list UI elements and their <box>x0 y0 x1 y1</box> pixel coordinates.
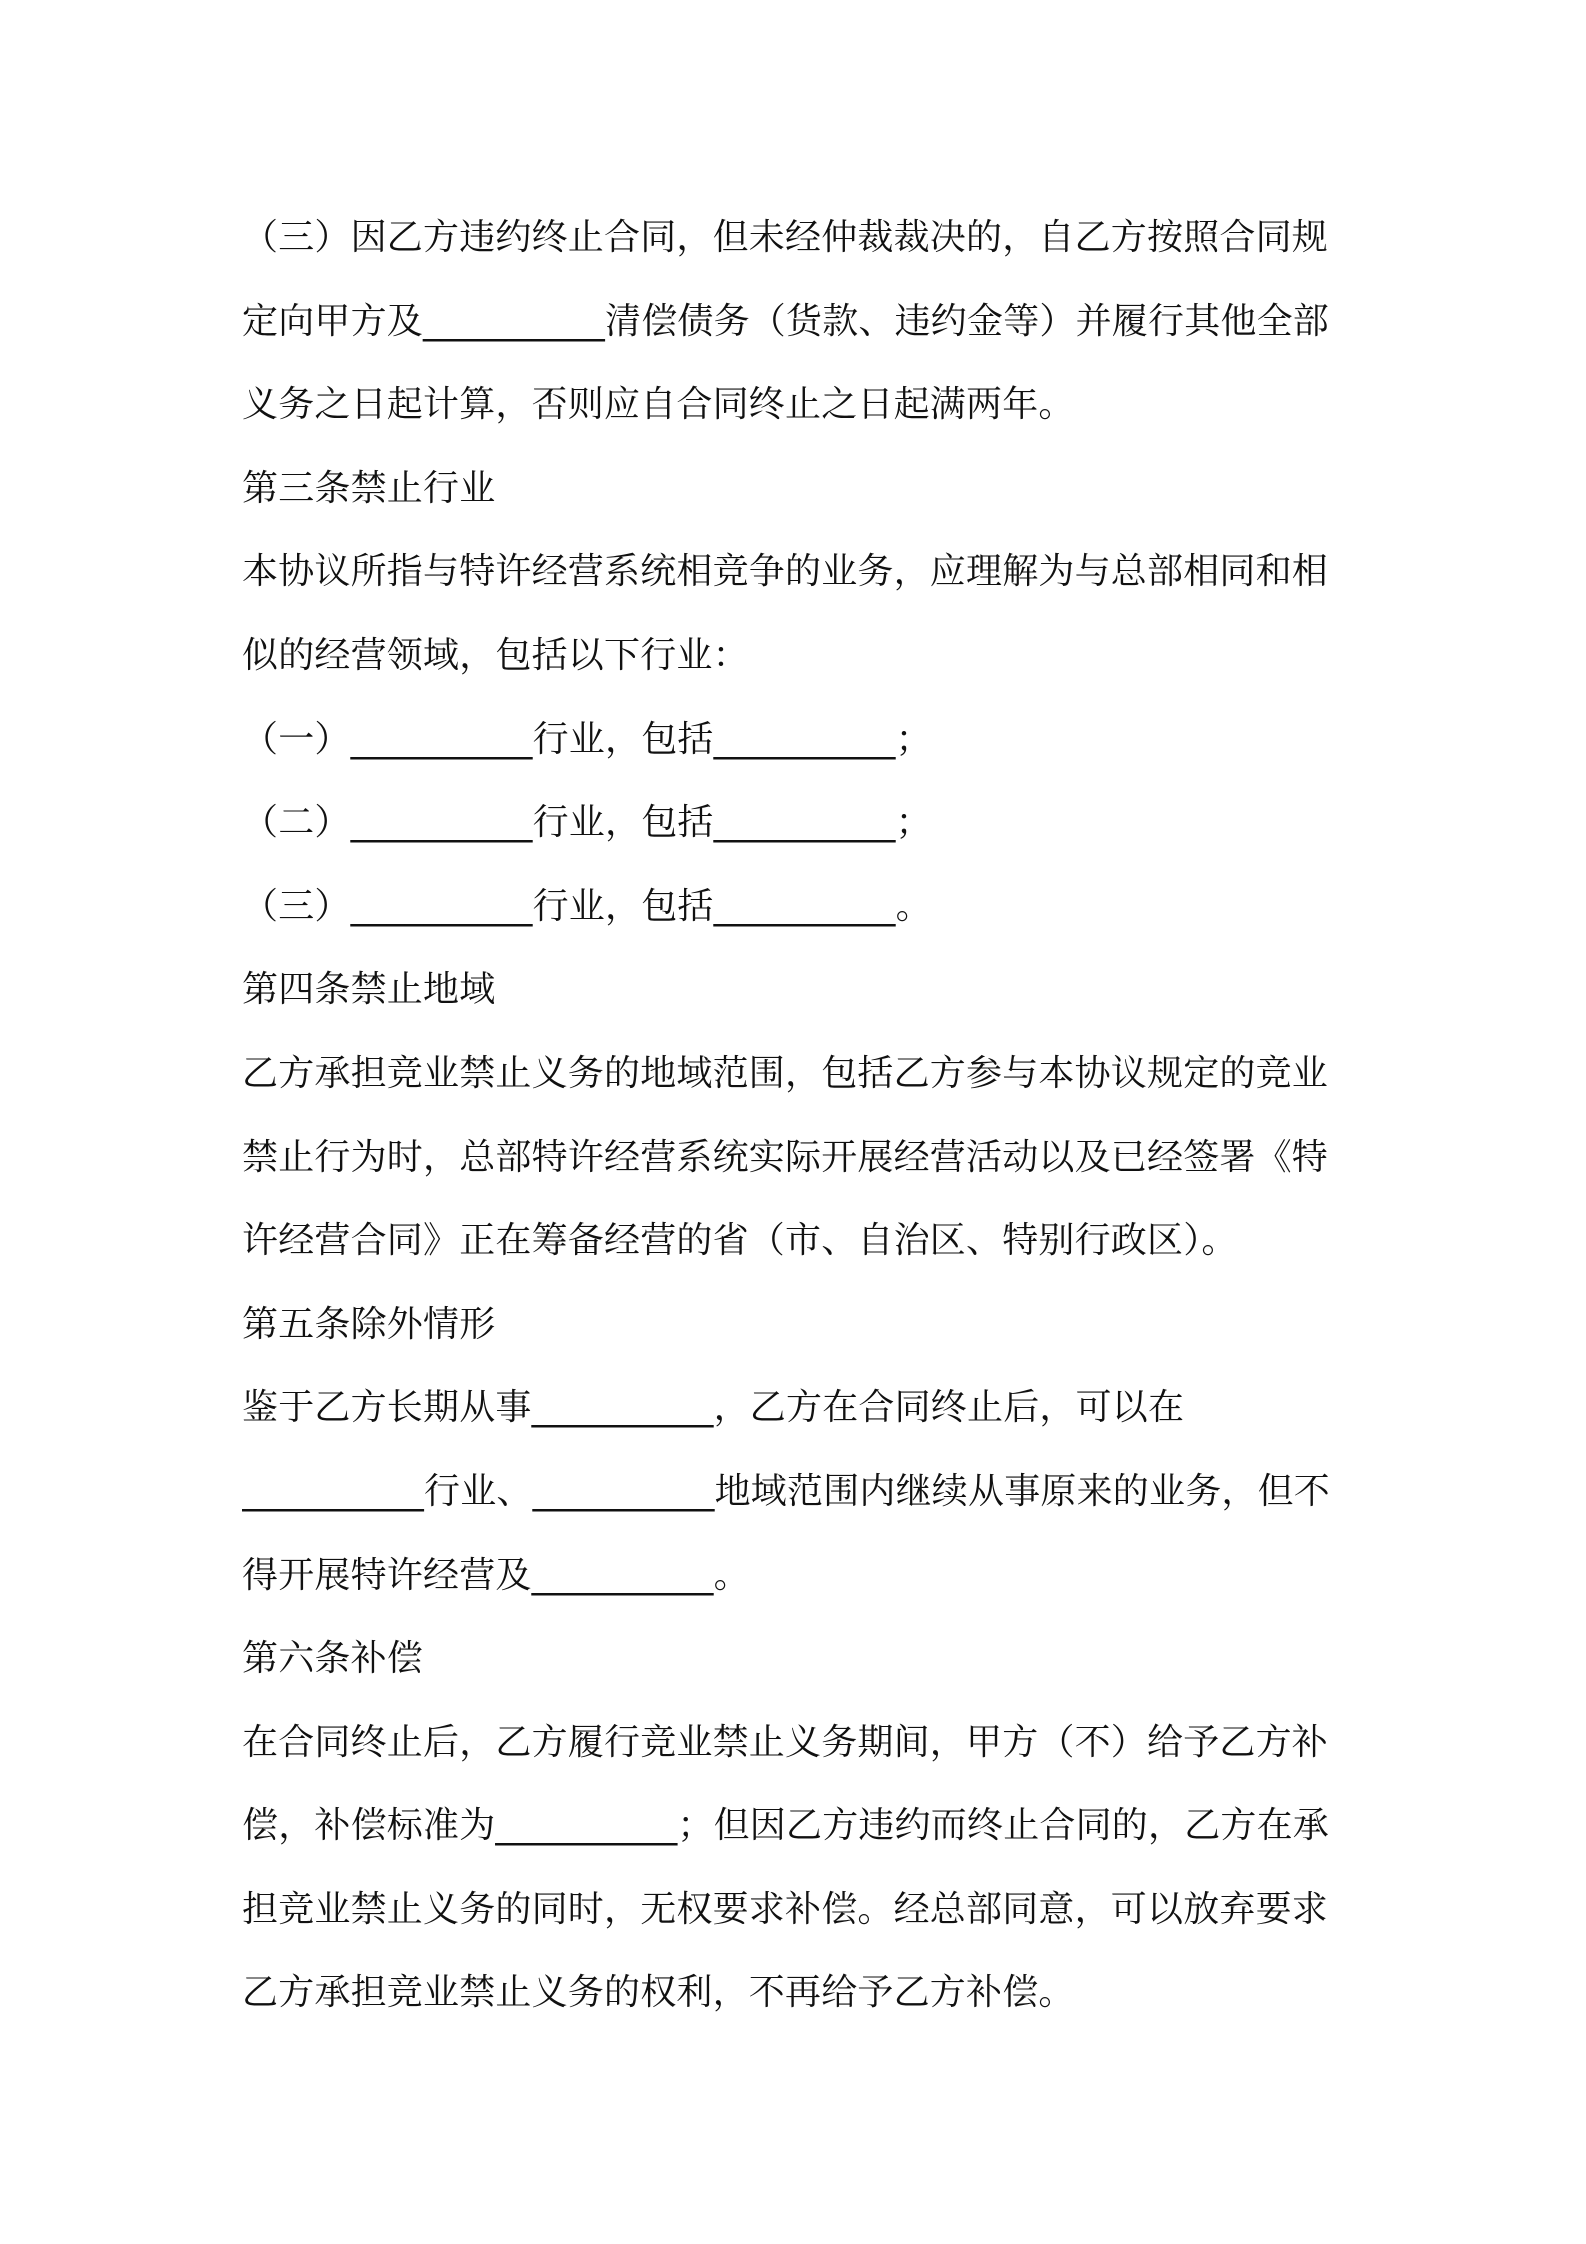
article-3-text-line-2: 似的经营领域，包括以下行业： <box>242 634 749 676</box>
article-5-text-line-2: __________行业、__________地域范围内继续从事原来的业务，但不 <box>242 1470 1331 1512</box>
article-4-text-line-2: 禁止行为时，总部特许经营系统实际开展经营活动以及已经签署《特 <box>242 1136 1329 1178</box>
industry-item-2: （二）__________行业，包括__________； <box>242 802 932 844</box>
clause-3-3-line-2: 定向甲方及__________清偿债务（货款、违约金等）并履行其他全部 <box>242 300 1330 342</box>
industry-item-3: （三）__________行业，包括__________。 <box>242 885 932 927</box>
article-6-text-line-3: 担竞业禁止义务的同时，无权要求补偿。经总部同意，可以放弃要求 <box>242 1888 1329 1930</box>
clause-3-3-line-1: （三）因乙方违约终止合同，但未经仲裁裁决的，自乙方按照合同规 <box>242 217 1329 258</box>
clause-3-3-line-3: 义务之日起计算，否则应自合同终止之日起满两年。 <box>242 384 1075 426</box>
article-5-text-line-1: 鉴于乙方长期从事__________，乙方在合同终止后，可以在 <box>242 1387 1185 1429</box>
document-body <box>242 196 1357 2035</box>
article-6-heading: 第六条补偿 <box>242 1638 424 1680</box>
article-3-heading: 第三条禁止行业 <box>242 467 496 509</box>
article-3-text-line-1: 本协议所指与特许经营系统相竞争的业务，应理解为与总部相同和相 <box>242 551 1329 593</box>
article-5-text-line-3: 得开展特许经营及__________。 <box>242 1554 750 1596</box>
article-4-text-line-3: 许经营合同》正在筹备经营的省（市、自治区、特别行政区）。 <box>242 1220 1238 1262</box>
article-4-heading: 第四条禁止地域 <box>242 969 496 1011</box>
article-6-text-line-1: 在合同终止后，乙方履行竞业禁止义务期间，甲方（不）给予乙方补 <box>242 1721 1329 1763</box>
article-5-heading: 第五条除外情形 <box>242 1303 496 1345</box>
article-6-text-line-2: 偿，补偿标准为__________；但因乙方违约而终止合同的，乙方在承 <box>242 1805 1330 1847</box>
article-4-text-line-1: 乙方承担竞业禁止义务的地域范围，包括乙方参与本协议规定的竞业 <box>242 1052 1329 1094</box>
article-6-text-line-4: 乙方承担竞业禁止义务的权利，不再给予乙方补偿。 <box>242 1972 1075 2014</box>
industry-item-1: （一）__________行业，包括__________； <box>242 718 932 760</box>
